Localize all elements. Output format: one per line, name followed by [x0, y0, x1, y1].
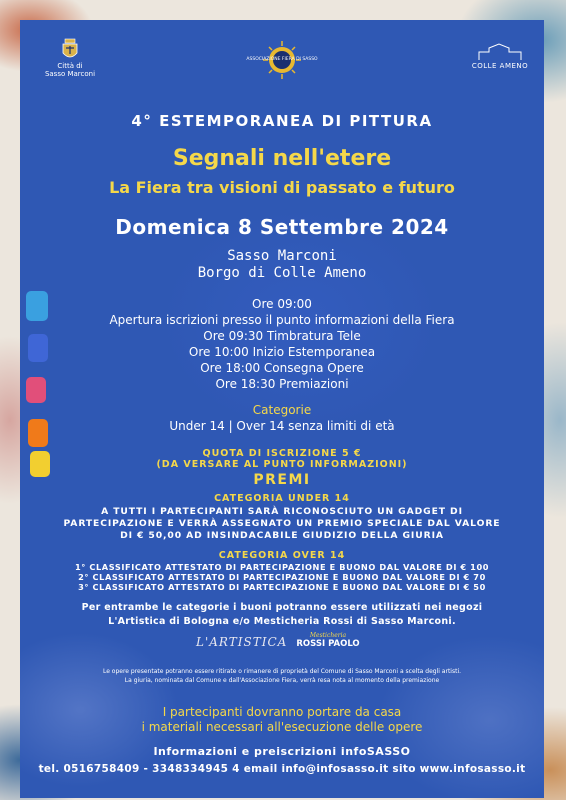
- prizes-heading: PREMI: [253, 472, 311, 488]
- voucher-line: L'Artistica di Bologna e/o Mesticheria Rossi di Sasso Marconi.: [108, 616, 456, 627]
- note-line: La giuria, nominata dal Comune e dall'Associazione Fiera, verrà resa nota al momento della premiazione: [124, 676, 440, 684]
- notes: [20, 668, 544, 685]
- schedule-item: Ore 09:30 Timbratura Tele: [203, 329, 361, 343]
- contacts-details: tel. 0516758409 - 3348334945 4 email info@infosasso.it sito www.infosasso.it: [38, 763, 526, 775]
- event-venue: Borgo di Colle Ameno: [197, 265, 367, 281]
- over14-line: 1° CLASSIFICATO ATTESTATO DI PARTECIPAZIONE E BUONO DAL VALORE DI € 100: [74, 562, 490, 572]
- over14-line: 2° CLASSIFICATO ATTESTATO DI PARTECIPAZIONE E BUONO DAL VALORE DI € 70: [78, 572, 486, 582]
- categories-value: Under 14 | Over 14 senza limiti di età: [169, 419, 395, 433]
- paint-swatch-pink: [26, 377, 46, 403]
- under14-label: CATEGORIA UNDER 14: [214, 493, 350, 504]
- colle-ameno-name: COLLE AMENO: [471, 62, 529, 70]
- sponsor-rossi-name: ROSSI PAOLO: [296, 639, 360, 649]
- schedule: [20, 296, 544, 392]
- over14-prizes: [20, 562, 544, 592]
- crest-icon: [61, 38, 79, 62]
- event-date: Domenica 8 Settembre 2024: [115, 215, 449, 239]
- schedule-item: Ore 09:00: [252, 297, 312, 311]
- schedule-item: Ore 18:30 Premiazioni: [215, 377, 349, 391]
- paint-swatch-indigo: [28, 334, 48, 362]
- comune-logo: [40, 38, 100, 78]
- under14-line: A TUTTI I PARTECIPANTI SARÀ RICONOSCIUTO UN GADGET DI: [101, 506, 463, 517]
- note-line: Le opere presentate potranno essere ritirate o rimanere di proprietà del Comune di Sasso Marconi a scelta degli artisti.: [102, 668, 462, 675]
- materials-line: i materiali necessari all'esecuzione delle opere: [141, 720, 423, 734]
- fiera-logo: [246, 40, 318, 80]
- schedule-item: Apertura iscrizioni presso il punto informazioni della Fiera: [109, 313, 455, 327]
- under14-line: DI € 50,00 AD INSINDACABILE GIUDIZIO DELLA GIURIA: [120, 530, 444, 541]
- poster-panel: [20, 20, 544, 798]
- under14-line: PARTECIPAZIONE E VERRÀ ASSEGNATO UN PREMIO SPECIALE DAL VALORE: [63, 518, 501, 529]
- sponsor-rossi-paolo: [288, 632, 368, 649]
- materials-line: I partecipanti dovranno portare da casa: [162, 705, 402, 719]
- over14-label: CATEGORIA OVER 14: [218, 550, 346, 561]
- fiera-logo-text: ASSOCIAZIONE FIERA DI SASSO: [246, 57, 318, 62]
- comune-name-2: Sasso Marconi: [44, 70, 96, 78]
- voucher-line: Per entrambe le categorie i buoni potranno essere utilizzati nei negozi: [81, 602, 483, 613]
- voucher-note: [20, 601, 544, 629]
- sponsor-lartistica: L'ARTISTICA: [196, 635, 288, 649]
- schedule-item: Ore 18:00 Consegna Opere: [200, 361, 364, 375]
- edition-title: 4° ESTEMPORANEA DI PITTURA: [131, 112, 433, 130]
- event-place: Sasso Marconi: [227, 248, 337, 264]
- categories-label: Categorie: [252, 403, 312, 417]
- contacts-heading: Informazioni e preiscrizioni infoSASSO: [153, 745, 411, 758]
- under14-description: [20, 506, 544, 542]
- event-subtitle: La Fiera tra visioni di passato e futuro: [109, 178, 455, 197]
- villa-icon: [475, 42, 525, 62]
- colle-ameno-logo: [468, 42, 532, 70]
- paint-swatch-blue: [26, 291, 48, 321]
- sponsor-rossi-tagline: Mesticheria: [309, 632, 347, 639]
- fee-amount: QUOTA DI ISCRIZIONE 5 €: [202, 448, 362, 459]
- fee-note: (DA VERSARE AL PUNTO INFORMAZIONI): [156, 459, 408, 470]
- schedule-item: Ore 10:00 Inizio Estemporanea: [188, 345, 376, 359]
- over14-line: 3° CLASSIFICATO ATTESTATO DI PARTECIPAZIONE E BUONO DAL VALORE DI € 50: [78, 582, 486, 592]
- materials-note: [20, 705, 544, 735]
- event-title: Segnali nell'etere: [172, 146, 392, 171]
- comune-name: Città di: [57, 62, 83, 70]
